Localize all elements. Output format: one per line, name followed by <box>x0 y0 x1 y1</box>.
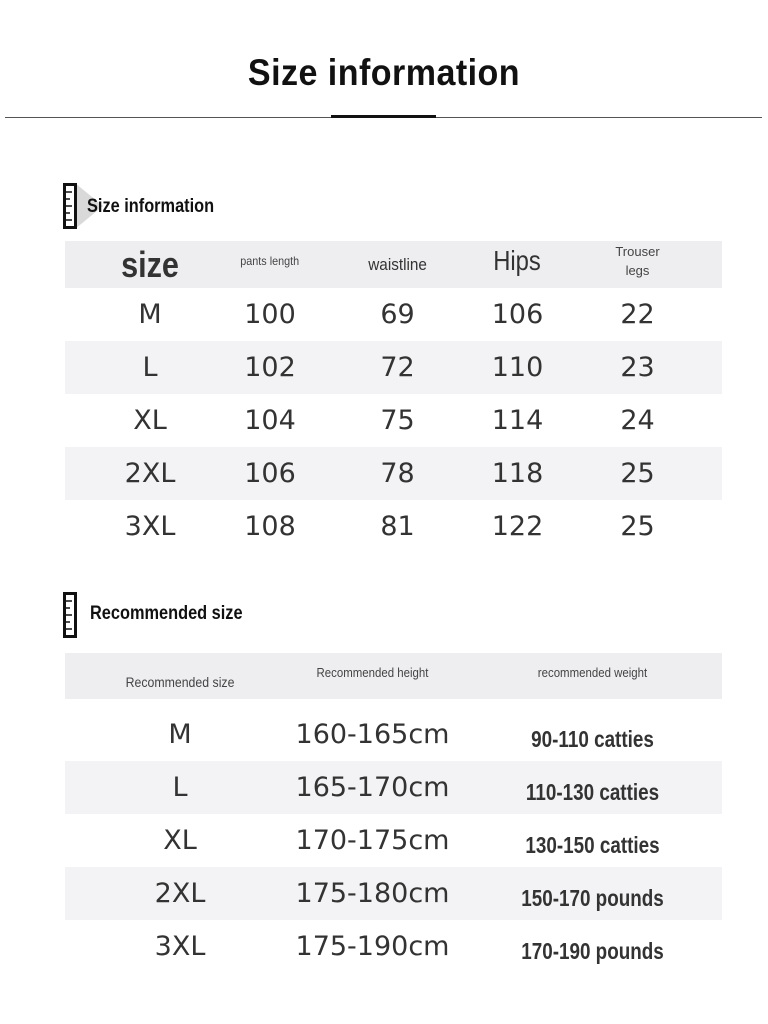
header-waistline: waistline <box>368 254 427 274</box>
table-cell: 106 <box>244 458 296 489</box>
table-cell: 170-190 pounds <box>521 938 664 964</box>
size-table <box>65 241 722 553</box>
table-cell: 25 <box>620 458 655 489</box>
table-cell: 100 <box>244 299 296 330</box>
table-cell: 78 <box>380 458 415 489</box>
table-cell: 104 <box>244 405 296 436</box>
table-cell: 150-170 pounds <box>521 885 664 911</box>
table-cell: 24 <box>620 405 655 436</box>
table-row <box>65 447 722 500</box>
table-cell: 122 <box>491 511 544 542</box>
table-row <box>65 341 722 394</box>
table-cell: 3XL <box>124 511 176 542</box>
table-cell: 102 <box>244 352 296 383</box>
table-cell: 81 <box>380 511 415 542</box>
header-recommended-weight: recommended weight <box>537 664 648 680</box>
table-cell: 25 <box>620 511 655 542</box>
table-cell: 22 <box>620 299 655 330</box>
header-trouser-legs: Trouser legs <box>615 243 660 278</box>
table-cell: 170-175cm <box>295 825 450 856</box>
table-cell: 130-150 catties <box>525 832 660 858</box>
table-cell: L <box>172 772 188 803</box>
recommended-heading: Recommended size <box>90 603 243 624</box>
table-row <box>65 500 722 553</box>
table-cell: 69 <box>380 299 415 330</box>
table-row <box>65 708 722 761</box>
table-cell: 72 <box>380 352 415 383</box>
table-cell: 165-170cm <box>295 772 450 803</box>
title-divider-accent <box>331 115 436 118</box>
table-cell: 3XL <box>154 931 206 962</box>
table-cell: 2XL <box>154 878 206 909</box>
table-cell: M <box>138 299 162 330</box>
header-pants-length: pants length <box>240 253 300 268</box>
table-cell: 23 <box>620 352 655 383</box>
table-cell: M <box>168 719 192 750</box>
table-cell: 90-110 catties <box>531 726 654 752</box>
table-cell: 75 <box>380 405 415 436</box>
size-info-heading: Size information <box>87 196 215 217</box>
table-row <box>65 761 722 814</box>
table-cell: XL <box>163 825 197 856</box>
table-cell: 175-180cm <box>295 878 450 909</box>
table-row <box>65 288 722 341</box>
table-cell: 160-165cm <box>295 719 450 750</box>
table-cell: 175-190cm <box>295 931 450 962</box>
ruler-icon <box>63 183 77 229</box>
table-cell: 118 <box>491 458 544 489</box>
table-row <box>65 867 722 920</box>
size-table-header <box>65 241 722 288</box>
header-recommended-height: Recommended height <box>316 664 429 680</box>
table-cell: 114 <box>491 405 544 436</box>
table-cell: L <box>142 352 158 383</box>
table-cell: 110-130 catties <box>525 779 660 805</box>
page-title: Size information <box>247 52 521 93</box>
recommended-table-header <box>65 653 722 699</box>
table-cell: 110 <box>491 352 544 383</box>
table-cell: 108 <box>244 511 296 542</box>
header-size: size <box>121 243 179 285</box>
header-recommended-size: Recommended size <box>125 674 235 690</box>
table-row <box>65 920 722 973</box>
table-row <box>65 814 722 867</box>
table-cell: 106 <box>491 299 544 330</box>
table-cell: 2XL <box>124 458 176 489</box>
table-row <box>65 394 722 447</box>
header-hips: Hips <box>493 244 542 276</box>
ruler-icon <box>63 592 77 638</box>
recommended-table <box>65 653 722 973</box>
header-gap <box>65 699 722 708</box>
table-cell: XL <box>133 405 167 436</box>
